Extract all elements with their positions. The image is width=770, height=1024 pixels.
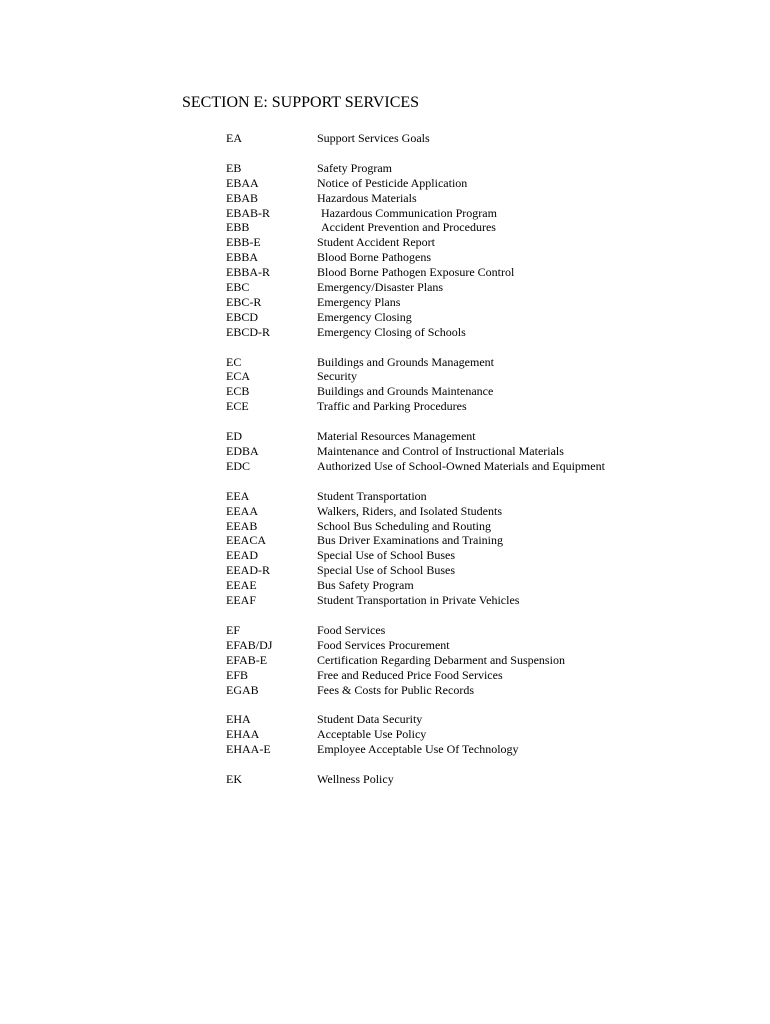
policy-code: EBCD-R xyxy=(226,324,271,339)
policy-entry xyxy=(226,683,746,698)
policy-code: EEAD xyxy=(226,548,258,563)
policy-description: Security xyxy=(317,369,357,384)
policy-code: ECA xyxy=(226,369,250,384)
policy-entry xyxy=(226,548,746,563)
policy-group xyxy=(226,161,746,340)
policy-code: EBBA-R xyxy=(226,265,271,280)
policy-entry xyxy=(226,176,746,191)
policy-entry xyxy=(226,325,746,340)
policy-description: Acceptable Use Policy xyxy=(317,727,427,742)
policy-description: Student Accident Report xyxy=(317,235,435,250)
policy-entry xyxy=(226,280,746,295)
policy-code: EDBA xyxy=(226,444,259,459)
policy-entry xyxy=(226,712,746,727)
policy-description: Material Resources Management xyxy=(317,429,476,444)
policy-code: ED xyxy=(226,429,242,444)
policy-description: Support Services Goals xyxy=(317,131,430,145)
policy-entry xyxy=(226,429,746,444)
policy-entry xyxy=(226,772,746,787)
policy-code: EEA xyxy=(226,488,250,503)
section-title: SECTION E: SUPPORT SERVICES xyxy=(182,94,420,111)
policy-entry xyxy=(226,638,746,653)
policy-description: Authorized Use of School-Owned Materials and Equipment xyxy=(317,458,605,473)
policy-code: EEAB xyxy=(226,518,258,533)
policy-description: Buildings and Grounds Maintenance xyxy=(317,384,494,399)
policy-description: Special Use of School Buses xyxy=(317,548,455,563)
policy-code: EEAA xyxy=(226,503,258,518)
policy-group xyxy=(226,355,746,415)
policy-code: EB xyxy=(226,160,242,175)
policy-description: Blood Borne Pathogens xyxy=(317,250,431,265)
policy-code: EBBA xyxy=(226,250,259,265)
policy-description: Hazardous Materials xyxy=(317,190,417,205)
policy-description: Student Data Security xyxy=(317,712,423,727)
policy-description: School Bus Scheduling and Routing xyxy=(317,518,491,533)
policy-description: Wellness Policy xyxy=(317,772,394,787)
policy-group xyxy=(226,489,746,608)
policy-entry xyxy=(226,265,746,280)
policy-description: Special Use of School Buses xyxy=(317,563,455,578)
policy-entry xyxy=(226,369,746,384)
policy-description: Emergency Closing xyxy=(317,309,412,324)
policy-code: EBB-E xyxy=(226,235,261,250)
policy-description: Fees & Costs for Public Records xyxy=(317,682,474,697)
policy-entry xyxy=(226,623,746,638)
policy-entry xyxy=(226,161,746,176)
policy-entry xyxy=(226,131,746,146)
policy-entry xyxy=(226,250,746,265)
policy-entry xyxy=(226,578,746,593)
policy-description: Free and Reduced Price Food Services xyxy=(317,667,503,682)
policy-code: EEACA xyxy=(226,533,266,548)
policy-entry xyxy=(226,310,746,325)
policy-entry xyxy=(226,235,746,250)
policy-description: Certification Regarding Debarment and Suspension xyxy=(317,652,565,667)
policy-entry xyxy=(226,489,746,504)
policy-group xyxy=(226,623,746,697)
policy-description: Emergency Closing of Schools xyxy=(317,324,466,339)
policy-description: Blood Borne Pathogen Exposure Control xyxy=(317,265,515,280)
policy-code: EA xyxy=(226,131,242,145)
policy-code: EFAB/DJ xyxy=(226,637,273,652)
policy-description: Safety Program xyxy=(317,160,392,175)
policy-code: EBCD xyxy=(226,309,259,324)
policy-description: Food Services Procurement xyxy=(317,637,450,652)
policy-code: EBAB-R xyxy=(226,205,271,220)
policy-entry xyxy=(226,355,746,370)
policy-entry xyxy=(226,533,746,548)
policy-description: Emergency Plans xyxy=(317,294,401,309)
policy-description: Food Services xyxy=(317,622,386,637)
policy-description: Bus Safety Program xyxy=(317,578,414,593)
policy-description: Traffic and Parking Procedures xyxy=(317,399,467,414)
policy-code: EBC xyxy=(226,280,250,295)
policy-code: EGAB xyxy=(226,682,259,697)
policy-entry xyxy=(226,668,746,683)
policy-description: Hazardous Communication Program xyxy=(321,205,497,220)
policy-entry xyxy=(226,459,746,474)
policy-description: Accident Prevention and Procedures xyxy=(321,220,496,235)
policy-code: EBAB xyxy=(226,190,259,205)
policy-code: EK xyxy=(226,772,242,787)
policy-code: EEAE xyxy=(226,578,257,593)
policy-description: Bus Driver Examinations and Training xyxy=(317,533,503,548)
policy-code: EHAA xyxy=(226,727,260,742)
policy-code: ECE xyxy=(226,399,249,414)
policy-entry xyxy=(226,384,746,399)
policy-entry xyxy=(226,653,746,668)
policy-description: Student Transportation in Private Vehicles xyxy=(317,593,520,608)
policy-code: EF xyxy=(226,622,241,637)
policy-entry xyxy=(226,519,746,534)
policy-group xyxy=(226,131,746,146)
policy-group xyxy=(226,712,746,757)
policy-description: Maintenance and Control of Instructional Materials xyxy=(317,444,564,459)
policy-code: EHAA-E xyxy=(226,742,271,757)
policy-entry xyxy=(226,220,746,235)
policy-code: EBAA xyxy=(226,175,259,190)
policy-index xyxy=(226,131,746,802)
policy-code: EEAD-R xyxy=(226,563,270,578)
policy-entry xyxy=(226,563,746,578)
policy-code: EBB xyxy=(226,220,250,235)
policy-entry xyxy=(226,593,746,608)
policy-entry xyxy=(226,399,746,414)
policy-description: Emergency/Disaster Plans xyxy=(317,280,444,295)
policy-code: EC xyxy=(226,354,242,369)
policy-description: Student Transportation xyxy=(317,488,427,503)
policy-entry xyxy=(226,206,746,221)
policy-description: Walkers, Riders, and Isolated Students xyxy=(317,503,502,518)
policy-entry xyxy=(226,727,746,742)
policy-description: Employee Acceptable Use Of Technology xyxy=(317,742,519,757)
policy-entry xyxy=(226,504,746,519)
policy-entry xyxy=(226,742,746,757)
policy-group xyxy=(226,772,746,787)
policy-code: EFB xyxy=(226,667,249,682)
policy-code: EHA xyxy=(226,712,251,727)
policy-description: Buildings and Grounds Management xyxy=(317,354,494,369)
policy-code: EEAF xyxy=(226,593,256,608)
policy-entry xyxy=(226,295,746,310)
policy-description: Notice of Pesticide Application xyxy=(317,175,468,190)
policy-entry xyxy=(226,444,746,459)
policy-code: EFAB-E xyxy=(226,652,268,667)
policy-entry xyxy=(226,191,746,206)
policy-code: ECB xyxy=(226,384,250,399)
policy-group xyxy=(226,429,746,474)
policy-code: EBC-R xyxy=(226,294,262,309)
policy-code: EDC xyxy=(226,458,250,473)
